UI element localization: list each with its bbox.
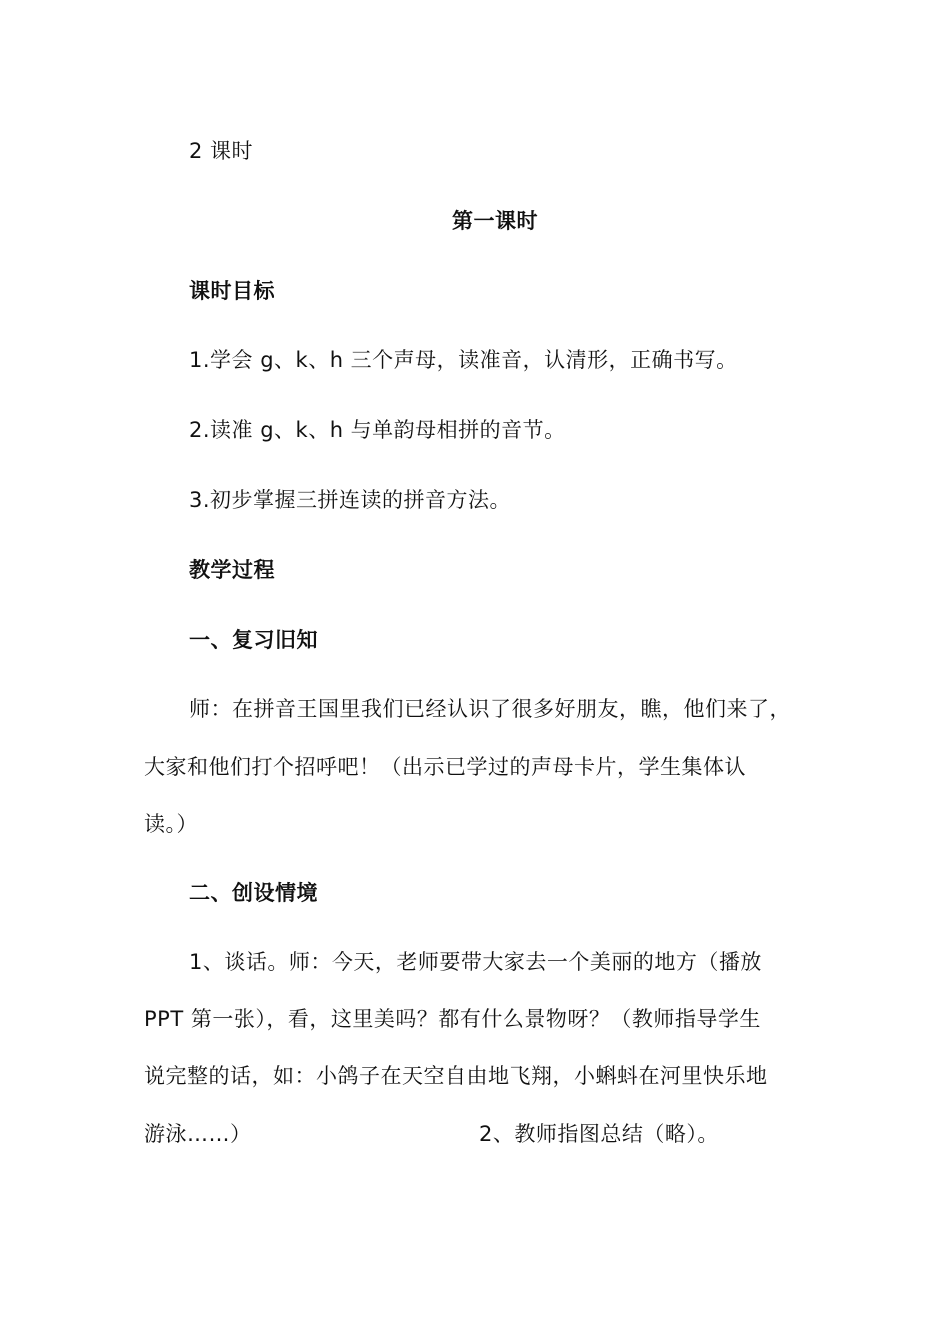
objective-item: 3.初步掌握三拼连读的拼音方法。 <box>189 488 512 512</box>
objectives-heading: 课时目标 <box>189 279 275 303</box>
paragraph-line: 师：在拼音王国里我们已经认识了很多好朋友，瞧，他们来了， <box>189 697 791 721</box>
process-heading: 教学过程 <box>189 558 275 582</box>
paragraph-line: 大家和他们打个招呼吧！（出示已学过的声母卡片，学生集体认 <box>144 755 746 779</box>
paragraph-line: 游泳……） <box>144 1122 252 1146</box>
lesson-count: 2 课时 <box>189 139 254 163</box>
objective-item: 1.学会 g、k、h 三个声母，读准音，认清形，正确书写。 <box>189 348 738 372</box>
paragraph-line: 2、教师指图总结（略）。 <box>479 1122 719 1146</box>
section-heading-review: 一、复习旧知 <box>189 628 318 652</box>
paragraph-line: 说完整的话，如：小鸽子在天空自由地飞翔，小蝌蚪在河里快乐地 <box>144 1064 768 1088</box>
paragraph-line: 1、谈话。师：今天，老师要带大家去一个美丽的地方（播放 <box>189 950 762 974</box>
objective-item: 2.读准 g、k、h 与单韵母相拼的音节。 <box>189 418 566 442</box>
paragraph-line: PPT 第一张），看，这里美吗？都有什么景物呀？（教师指导学生 <box>144 1007 761 1031</box>
paragraph-line: 读。） <box>144 812 198 836</box>
section-heading-scenario: 二、创设情境 <box>189 881 318 905</box>
first-lesson-title: 第一课时 <box>452 209 538 233</box>
